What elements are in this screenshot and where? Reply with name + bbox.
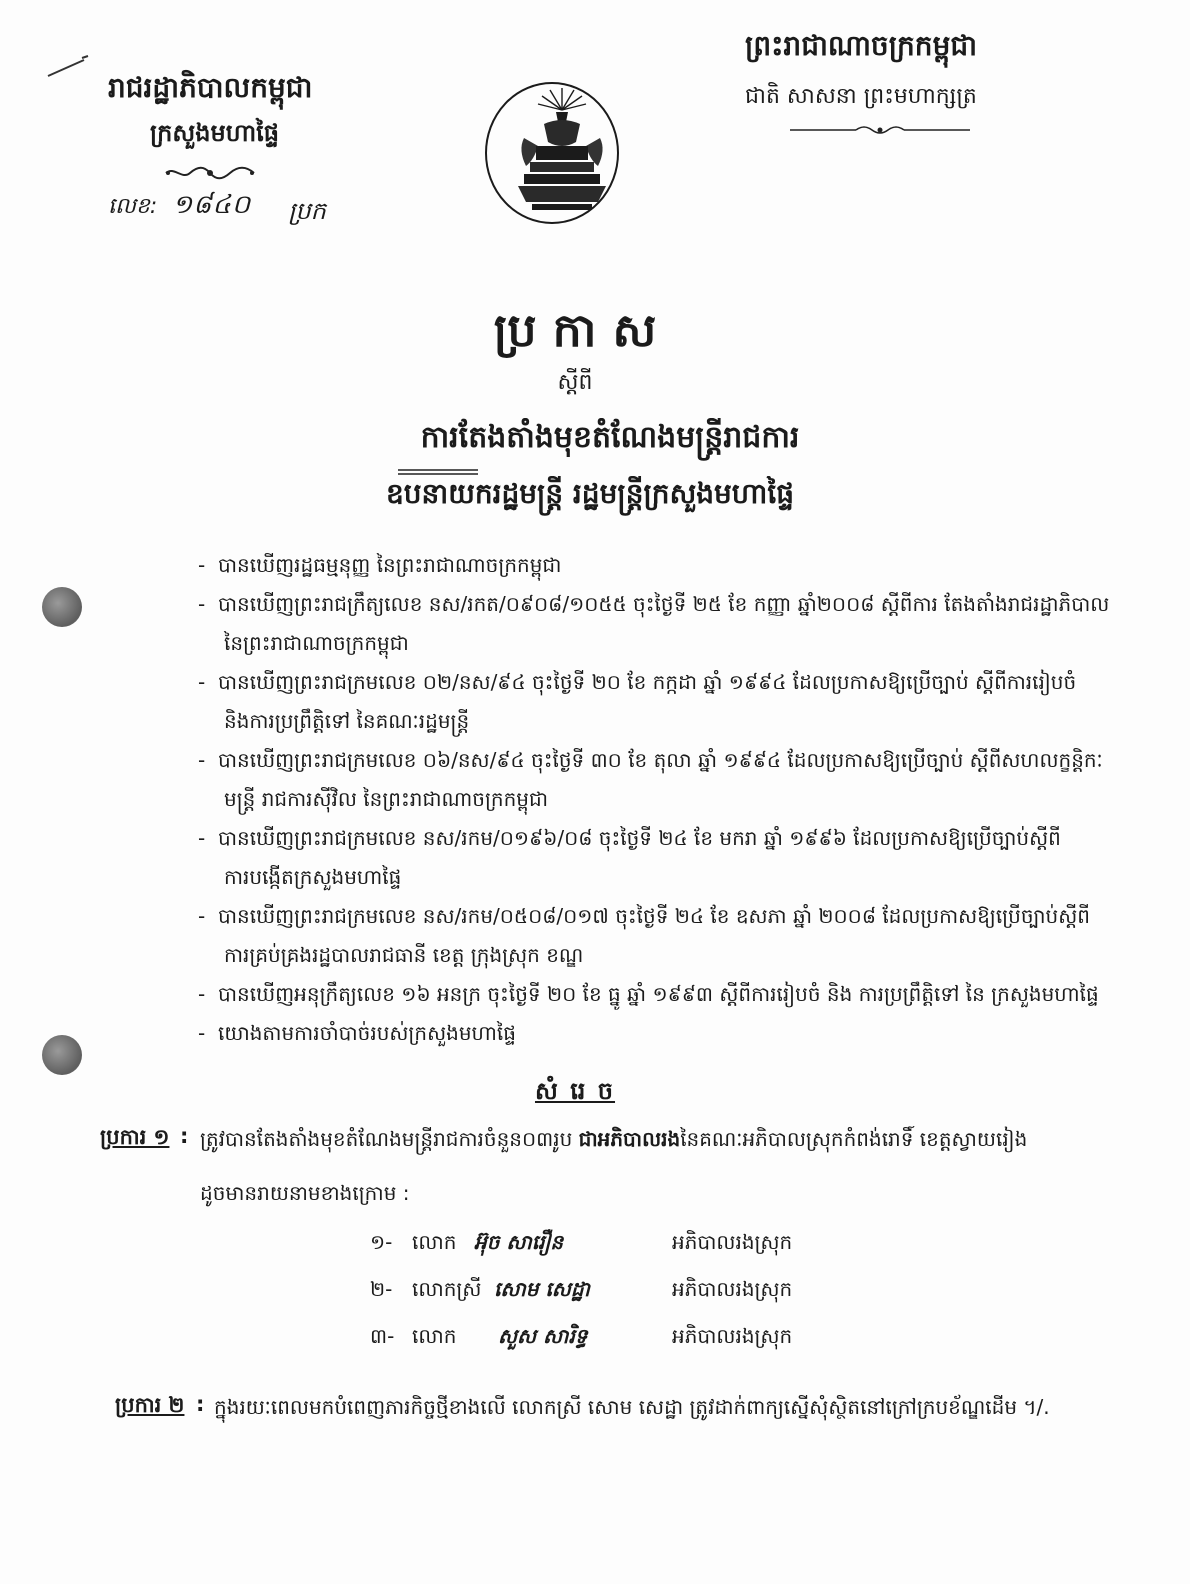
preamble-text: បានឃើញព្រះរាជក្រមលេខ ០២/នស/៩៤ ចុះថ្ងៃទី ២០ ខែ កក្កដា ឆ្នាំ ១៩៩៤ ដែលប្រកាសឱ្យប្រើច្បាប់ ស្តីពីការរៀបចំ bbox=[218, 670, 1077, 694]
government-name: រាជរដ្ឋាភិបាលកម្ពុជា bbox=[108, 71, 313, 104]
number-suffix: ប្រក bbox=[288, 197, 326, 225]
article-2-text: ក្នុងរយៈពេលមកបំពេញភារកិច្ចថ្មីខាងលើ លោកស្រី សោម សេដ្ឋា ត្រូវដាក់ពាក្យស្នើសុំស្ថិតនៅក្រៅក្របខ័ណ្ឌដើម ។/. bbox=[214, 1395, 1050, 1419]
bullet-dash: - bbox=[198, 982, 206, 1006]
article-2-colon: : bbox=[196, 1392, 205, 1416]
preamble-item bbox=[198, 546, 1128, 585]
preamble-text: បានឃើញព្រះរាជក្រមលេខ នស/រកម/០៥០៨/០១៧ ចុះថ្ងៃទី ២៤ ខែ ឧសភា ឆ្នាំ ២០០៨ ដែលប្រកាសឱ្យប្រើច្បាប់ស្តីពី bbox=[218, 904, 1090, 928]
article-1-text-start: ត្រូវបានតែងតាំងមុខតំណែងមន្ត្រីរាជការចំនួន០៣រូប bbox=[200, 1127, 579, 1151]
article-1-text-end: នៃគណៈអភិបាលស្រុកកំពង់រោទិ៍ ខេត្តស្វាយរៀង bbox=[680, 1127, 1028, 1151]
issuer-title: ឧបនាយករដ្ឋមន្ត្រី រដ្ឋមន្ត្រីក្រសួងមហាផ្ទៃ bbox=[385, 477, 794, 510]
appointee-position: អភិបាលរងស្រុក bbox=[672, 1277, 793, 1301]
appointee-name: សោម សេដ្ឋា bbox=[494, 1277, 590, 1301]
preamble-item bbox=[198, 663, 1128, 702]
number-value: ១៨៤០ bbox=[172, 190, 252, 220]
appointee-number: ១- bbox=[370, 1230, 393, 1254]
article-1-label: ប្រការ ១ bbox=[100, 1125, 170, 1149]
preamble-list bbox=[198, 546, 1128, 1053]
appointee-row bbox=[370, 1316, 870, 1363]
ornament-divider-icon bbox=[160, 164, 260, 182]
bullet-dash: - bbox=[198, 904, 206, 928]
bullet-dash: - bbox=[198, 592, 206, 616]
preamble-item bbox=[198, 741, 1128, 780]
article-1-text-bold: ជាអភិបាលរង bbox=[578, 1127, 681, 1151]
preamble-continuation: នៃព្រះរាជាណាចក្រកម្ពុជា bbox=[224, 631, 409, 655]
preamble-continuation: ការគ្រប់គ្រងរដ្ឋបាលរាជធានី ខេត្ត ក្រុងស្រុក ខណ្ឌ bbox=[224, 943, 584, 967]
appointee-row bbox=[370, 1269, 870, 1316]
preamble-text: បានឃើញអនុក្រឹត្យលេខ ១៦ អនក្រ ចុះថ្ងៃទី ២០ ខែ ធ្នូ ឆ្នាំ ១៩៩៣ ស្តីពីការរៀបចំ និង ការប្រព្រឹត្តិទៅ នៃ ក្រសួងមហាផ្ទៃ bbox=[218, 982, 1099, 1006]
preamble-item bbox=[198, 897, 1128, 936]
document-subject: ការតែងតាំងមុខតំណែងមន្ត្រីរាជការ bbox=[420, 420, 800, 455]
preamble-text: បានឃើញព្រះរាជក្រមលេខ ០៦/នស/៩៤ ចុះថ្ងៃទី ៣០ ខែ តុលា ឆ្នាំ ១៩៩៤ ដែលប្រកាសឱ្យប្រើច្បាប់ ស្តីពីសហលក្ខន្តិកៈ bbox=[218, 748, 1103, 772]
bullet-dash: - bbox=[198, 748, 206, 772]
about-label: ស្តីពី bbox=[557, 370, 593, 395]
preamble-text: បានឃើញរដ្ឋធម្មនុញ្ញ នៃព្រះរាជាណាចក្រកម្ពុជា bbox=[218, 553, 562, 577]
article-2-label: ប្រការ ២ bbox=[115, 1393, 185, 1417]
appointee-name: អ៊ុច សារឿន bbox=[474, 1230, 564, 1254]
article-1-text-line2: ដូចមានរាយនាមខាងក្រោម : bbox=[200, 1181, 410, 1205]
bullet-dash: - bbox=[198, 1021, 206, 1045]
article-1-text bbox=[200, 1126, 1140, 1156]
appointee-position: អភិបាលរងស្រុក bbox=[672, 1230, 793, 1254]
preamble-continuation: ការបង្កើតក្រសួងមហាផ្ទៃ bbox=[224, 865, 402, 889]
preamble-text: បានឃើញព្រះរាជក្រមលេខ នស/រកម/០១៩៦/០៨ ចុះថ្ងៃទី ២៤ ខែ មករា ឆ្នាំ ១៩៩៦ ដែលប្រកាសឱ្យប្រើច្បាប់ស្តីពី bbox=[218, 826, 1061, 850]
preamble-item bbox=[198, 585, 1128, 624]
appointee-name: សួស សារិទ្ធ bbox=[498, 1324, 588, 1348]
preamble-continuation: និងការប្រព្រឹត្តិទៅ នៃគណៈរដ្ឋមន្ត្រី bbox=[224, 709, 470, 733]
punch-hole bbox=[42, 1035, 82, 1075]
preamble-text: យោងតាមការចាំបាច់របស់ក្រសួងមហាផ្ទៃ bbox=[218, 1021, 516, 1045]
appointee-number: ២- bbox=[370, 1277, 393, 1301]
document-number bbox=[108, 188, 326, 226]
appointee-row bbox=[370, 1222, 870, 1269]
bullet-dash: - bbox=[198, 670, 206, 694]
pen-mark-icon bbox=[44, 52, 94, 82]
bullet-dash: - bbox=[198, 553, 206, 577]
article-1-colon: : bbox=[180, 1124, 189, 1148]
appointee-list bbox=[370, 1222, 870, 1363]
double-line-mark-icon bbox=[398, 468, 478, 476]
preamble-text: បានឃើញព្រះរាជក្រឹត្យលេខ នស/រកត/០៩០៨/១០៥៥ ចុះថ្ងៃទី ២៥ ខែ កញ្ញា ឆ្នាំ២០០៨ ស្តីពីការ តែងតាំងរាជរដ្ឋាភិបាល bbox=[218, 592, 1110, 616]
appointee-title: លោក bbox=[412, 1230, 457, 1254]
appointee-title: លោក bbox=[412, 1324, 457, 1348]
preamble-item bbox=[198, 975, 1128, 1014]
ministry-name: ក្រសួងមហាផ្ទៃ bbox=[150, 119, 280, 147]
royal-emblem-icon bbox=[484, 80, 624, 226]
number-label: លេខ: bbox=[108, 194, 158, 219]
appointee-number: ៣- bbox=[370, 1324, 395, 1348]
preamble-continuation: មន្ត្រី រាជការស៊ីវិល នៃព្រះរាជាណាចក្រកម្ពុជា bbox=[224, 787, 549, 811]
appointee-position: អភិបាលរងស្រុក bbox=[672, 1324, 793, 1348]
punch-hole bbox=[42, 587, 82, 627]
kingdom-name: ព្រះរាជាណាចក្រកម្ពុជា bbox=[745, 29, 978, 62]
preamble-item bbox=[198, 819, 1128, 858]
decision-heading: សំ រេ ច bbox=[534, 1077, 616, 1105]
appointee-title: លោកស្រី bbox=[412, 1277, 482, 1301]
national-motto: ជាតិ សាសនា ព្រះមហាក្សត្រ bbox=[745, 84, 977, 109]
preamble-item bbox=[198, 1014, 1128, 1053]
ornament-line-icon bbox=[790, 122, 970, 138]
bullet-dash: - bbox=[198, 826, 206, 850]
document-type-title: ប្រ កា ស bbox=[493, 303, 657, 357]
